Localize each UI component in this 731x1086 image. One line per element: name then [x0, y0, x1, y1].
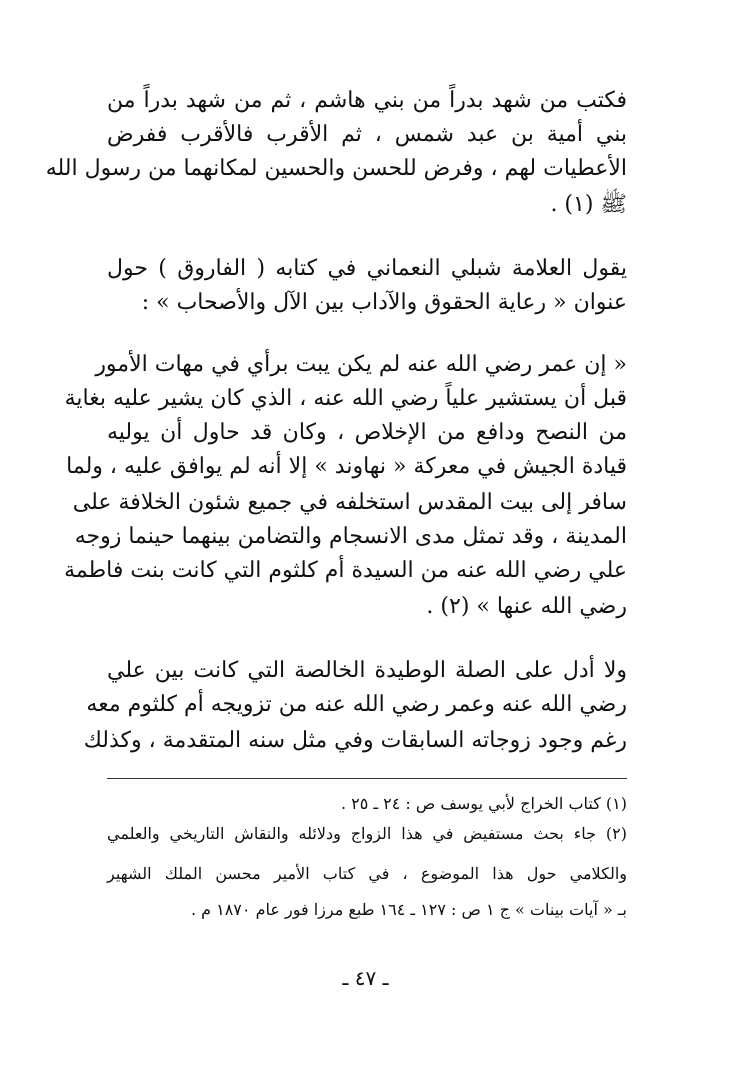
body-line: سافر إلى بيت المقدس استخلفه في جميع شئون الخلافة على — [72, 490, 627, 515]
body-line: المدينة ، وقد تمثل مدى الانسجام والتضامن بينهما حينما زوجه — [74, 524, 627, 549]
body-line: رغم وجود زوجاته السابقات وفي مثل سنه المتقدمة ، وكذلك — [83, 728, 627, 753]
body-line: رضي الله عنه وعمر رضي الله عنه من تزويجه أم كلثوم معه — [86, 692, 627, 717]
body-line: ولا أدل على الصلة الوطيدة الخالصة التي كانت بين علي — [107, 658, 627, 683]
body-line: ﷺ (١) . — [550, 192, 627, 217]
body-line: قبل أن يستشير علياً رضي الله عنه ، الذي كان يشير عليه بغاية — [64, 386, 627, 411]
body-line: علي رضي الله عنه من السيدة أم كلثوم التي كانت بنت فاطمة — [64, 558, 627, 583]
footnote-line: بـ « آيات بينات » ج ١ ص : ١٢٧ ـ ١٦٤ طبع مرزا فور عام ١٨٧٠ م . — [190, 900, 627, 919]
footnote-line: (١) كتاب الخراج لأبي يوسف ص : ٢٤ ـ ٢٥ . — [340, 794, 627, 813]
page-number: ـ ٤٧ ـ — [342, 966, 389, 990]
body-line: « إن عمر رضي الله عنه لم يكن يبت برأي في مهات الأمور — [95, 352, 627, 377]
body-line: يقول العلامة شبلي النعماني في كتابه ( الفاروق ) حول — [107, 256, 627, 281]
body-line: عنوان « رعاية الحقوق والآداب بين الآل والأصحاب » : — [141, 290, 627, 315]
body-line: بني أمية بن عبد شمس ، ثم الأقرب فالأقرب ففرض — [107, 122, 627, 147]
body-line: فكتب من شهد بدراً من بني هاشم ، ثم من شهد بدراً من — [107, 88, 627, 113]
body-line: الأعطيات لهم ، وفرض للحسن والحسين لمكانهما من رسول الله — [45, 156, 627, 181]
body-line: من النصح ودافع من الإخلاص ، وكان قد حاول أن يوليه — [107, 420, 627, 445]
body-line: قيادة الجيش في معركة « نهاوند » إلا أنه لم يوافق عليه ، ولما — [66, 454, 627, 479]
footnote-line: والكلامي حول هذا الموضوع ، في كتاب الأمير محسن الملك الشهير — [107, 864, 627, 883]
footnote-divider — [107, 778, 627, 779]
body-line: رضي الله عنها » (٢) . — [426, 594, 627, 619]
footnote-line: (٢) جاء بحث مستفيض في هذا الزواج ودلائله والنقاش التاريخي والعلمي — [107, 824, 627, 843]
